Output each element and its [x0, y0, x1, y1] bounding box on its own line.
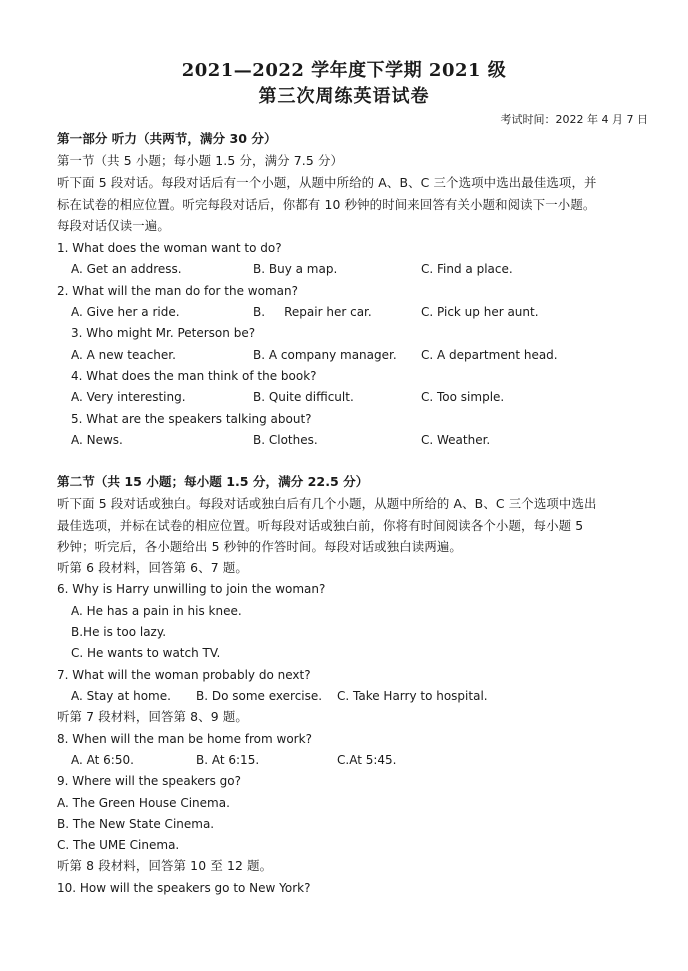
- material-6-note: 听第 6 段材料，回答第 6、7 题。: [57, 560, 248, 575]
- q5-option-c: C. Weather.: [421, 433, 491, 447]
- section1-instruction: 听下面 5 段对话。每段对话后有一个小题，从题中所给的 A、B、C 三个选项中选出最佳选项，并: [57, 175, 597, 190]
- q9-option-b: B. The New State Cinema.: [57, 817, 215, 831]
- q8-option-c: C.At 5:45.: [337, 753, 397, 767]
- question-8: 8. When will the man be home from work?: [57, 732, 312, 746]
- section2-heading: 第二节（共 15 小题；每小题 1.5 分，满分 22.5 分）: [57, 474, 369, 489]
- q2-option-a: A. Give her a ride.: [71, 305, 180, 319]
- q2-option-c: C. Pick up her aunt.: [421, 305, 539, 319]
- q2-option-b: B. Repair her car.: [253, 305, 372, 319]
- q9-option-c: C. The UME Cinema.: [57, 838, 180, 852]
- q5-option-a: A. News.: [71, 433, 123, 447]
- q3-option-c: C. A department head.: [421, 348, 558, 362]
- section2-instruction: 最佳选项，并标在试卷的相应位置。听每段对话或独白前，你将有时间阅读各个小题，每小题 5: [57, 518, 584, 533]
- q8-option-b: B. At 6:15.: [196, 753, 260, 767]
- question-9: 9. Where will the speakers go?: [57, 774, 241, 788]
- q4-option-b: B. Quite difficult.: [253, 390, 354, 404]
- q9-option-a: A. The Green House Cinema.: [57, 796, 230, 810]
- q5-option-b: B. Clothes.: [253, 433, 318, 447]
- section1-instruction: 每段对话仅读一遍。: [57, 218, 170, 233]
- material-8-note: 听第 8 段材料，回答第 10 至 12 题。: [57, 858, 273, 873]
- q6-option-a: A. He has a pain in his knee.: [71, 604, 242, 618]
- question-7: 7. What will the woman probably do next?: [57, 668, 311, 682]
- question-6: 6. Why is Harry unwilling to join the woman?: [57, 582, 326, 596]
- exam-date: 考试时间：2022 年 4 月 7 日: [500, 113, 648, 126]
- q3-option-a: A. A new teacher.: [71, 348, 176, 362]
- q7-option-b: B. Do some exercise.: [196, 689, 323, 703]
- q8-option-a: A. At 6:50.: [71, 753, 134, 767]
- exam-subtitle: 第三次周练英语试卷: [258, 86, 430, 107]
- q1-option-c: C. Find a place.: [421, 262, 513, 276]
- q6-option-c: C. He wants to watch TV.: [71, 646, 221, 660]
- exam-title: 2021—2022 学年度下学期 2021 级: [181, 60, 507, 81]
- part1-heading: 第一部分 听力（共两节，满分 30 分）: [57, 131, 277, 146]
- q6-option-b: B.He is too lazy.: [71, 625, 167, 639]
- q1-option-b: B. Buy a map.: [253, 262, 338, 276]
- material-7-note: 听第 7 段材料，回答第 8、9 题。: [57, 709, 248, 724]
- section2-instruction: 秒钟；听完后，各小题给出 5 秒钟的作答时间。每段对话或独白读两遍。: [57, 539, 462, 554]
- question-1: 1. What does the woman want to do?: [57, 241, 282, 255]
- q3-option-b: B. A company manager.: [253, 348, 397, 362]
- question-5: 5. What are the speakers talking about?: [71, 412, 312, 426]
- question-4: 4. What does the man think of the book?: [71, 369, 317, 383]
- question-3: 3. Who might Mr. Peterson be?: [71, 326, 256, 340]
- question-10: 10. How will the speakers go to New York?: [57, 881, 311, 895]
- q4-option-a: A. Very interesting.: [71, 390, 186, 404]
- section2-instruction: 听下面 5 段对话或独白。每段对话或独白后有几个小题，从题中所给的 A、B、C 三个选项中选出: [57, 496, 597, 511]
- q4-option-c: C. Too simple.: [421, 390, 505, 404]
- question-2: 2. What will the man do for the woman?: [57, 284, 298, 298]
- q7-option-a: A. Stay at home.: [71, 689, 171, 703]
- section1-heading: 第一节（共 5 小题；每小题 1.5 分，满分 7.5 分）: [57, 153, 344, 168]
- q7-option-c: C. Take Harry to hospital.: [337, 689, 488, 703]
- section1-instruction: 标在试卷的相应位置。听完每段对话后，你都有 10 秒钟的时间来回答有关小题和阅读下一小题。: [57, 197, 596, 212]
- q1-option-a: A. Get an address.: [71, 262, 182, 276]
